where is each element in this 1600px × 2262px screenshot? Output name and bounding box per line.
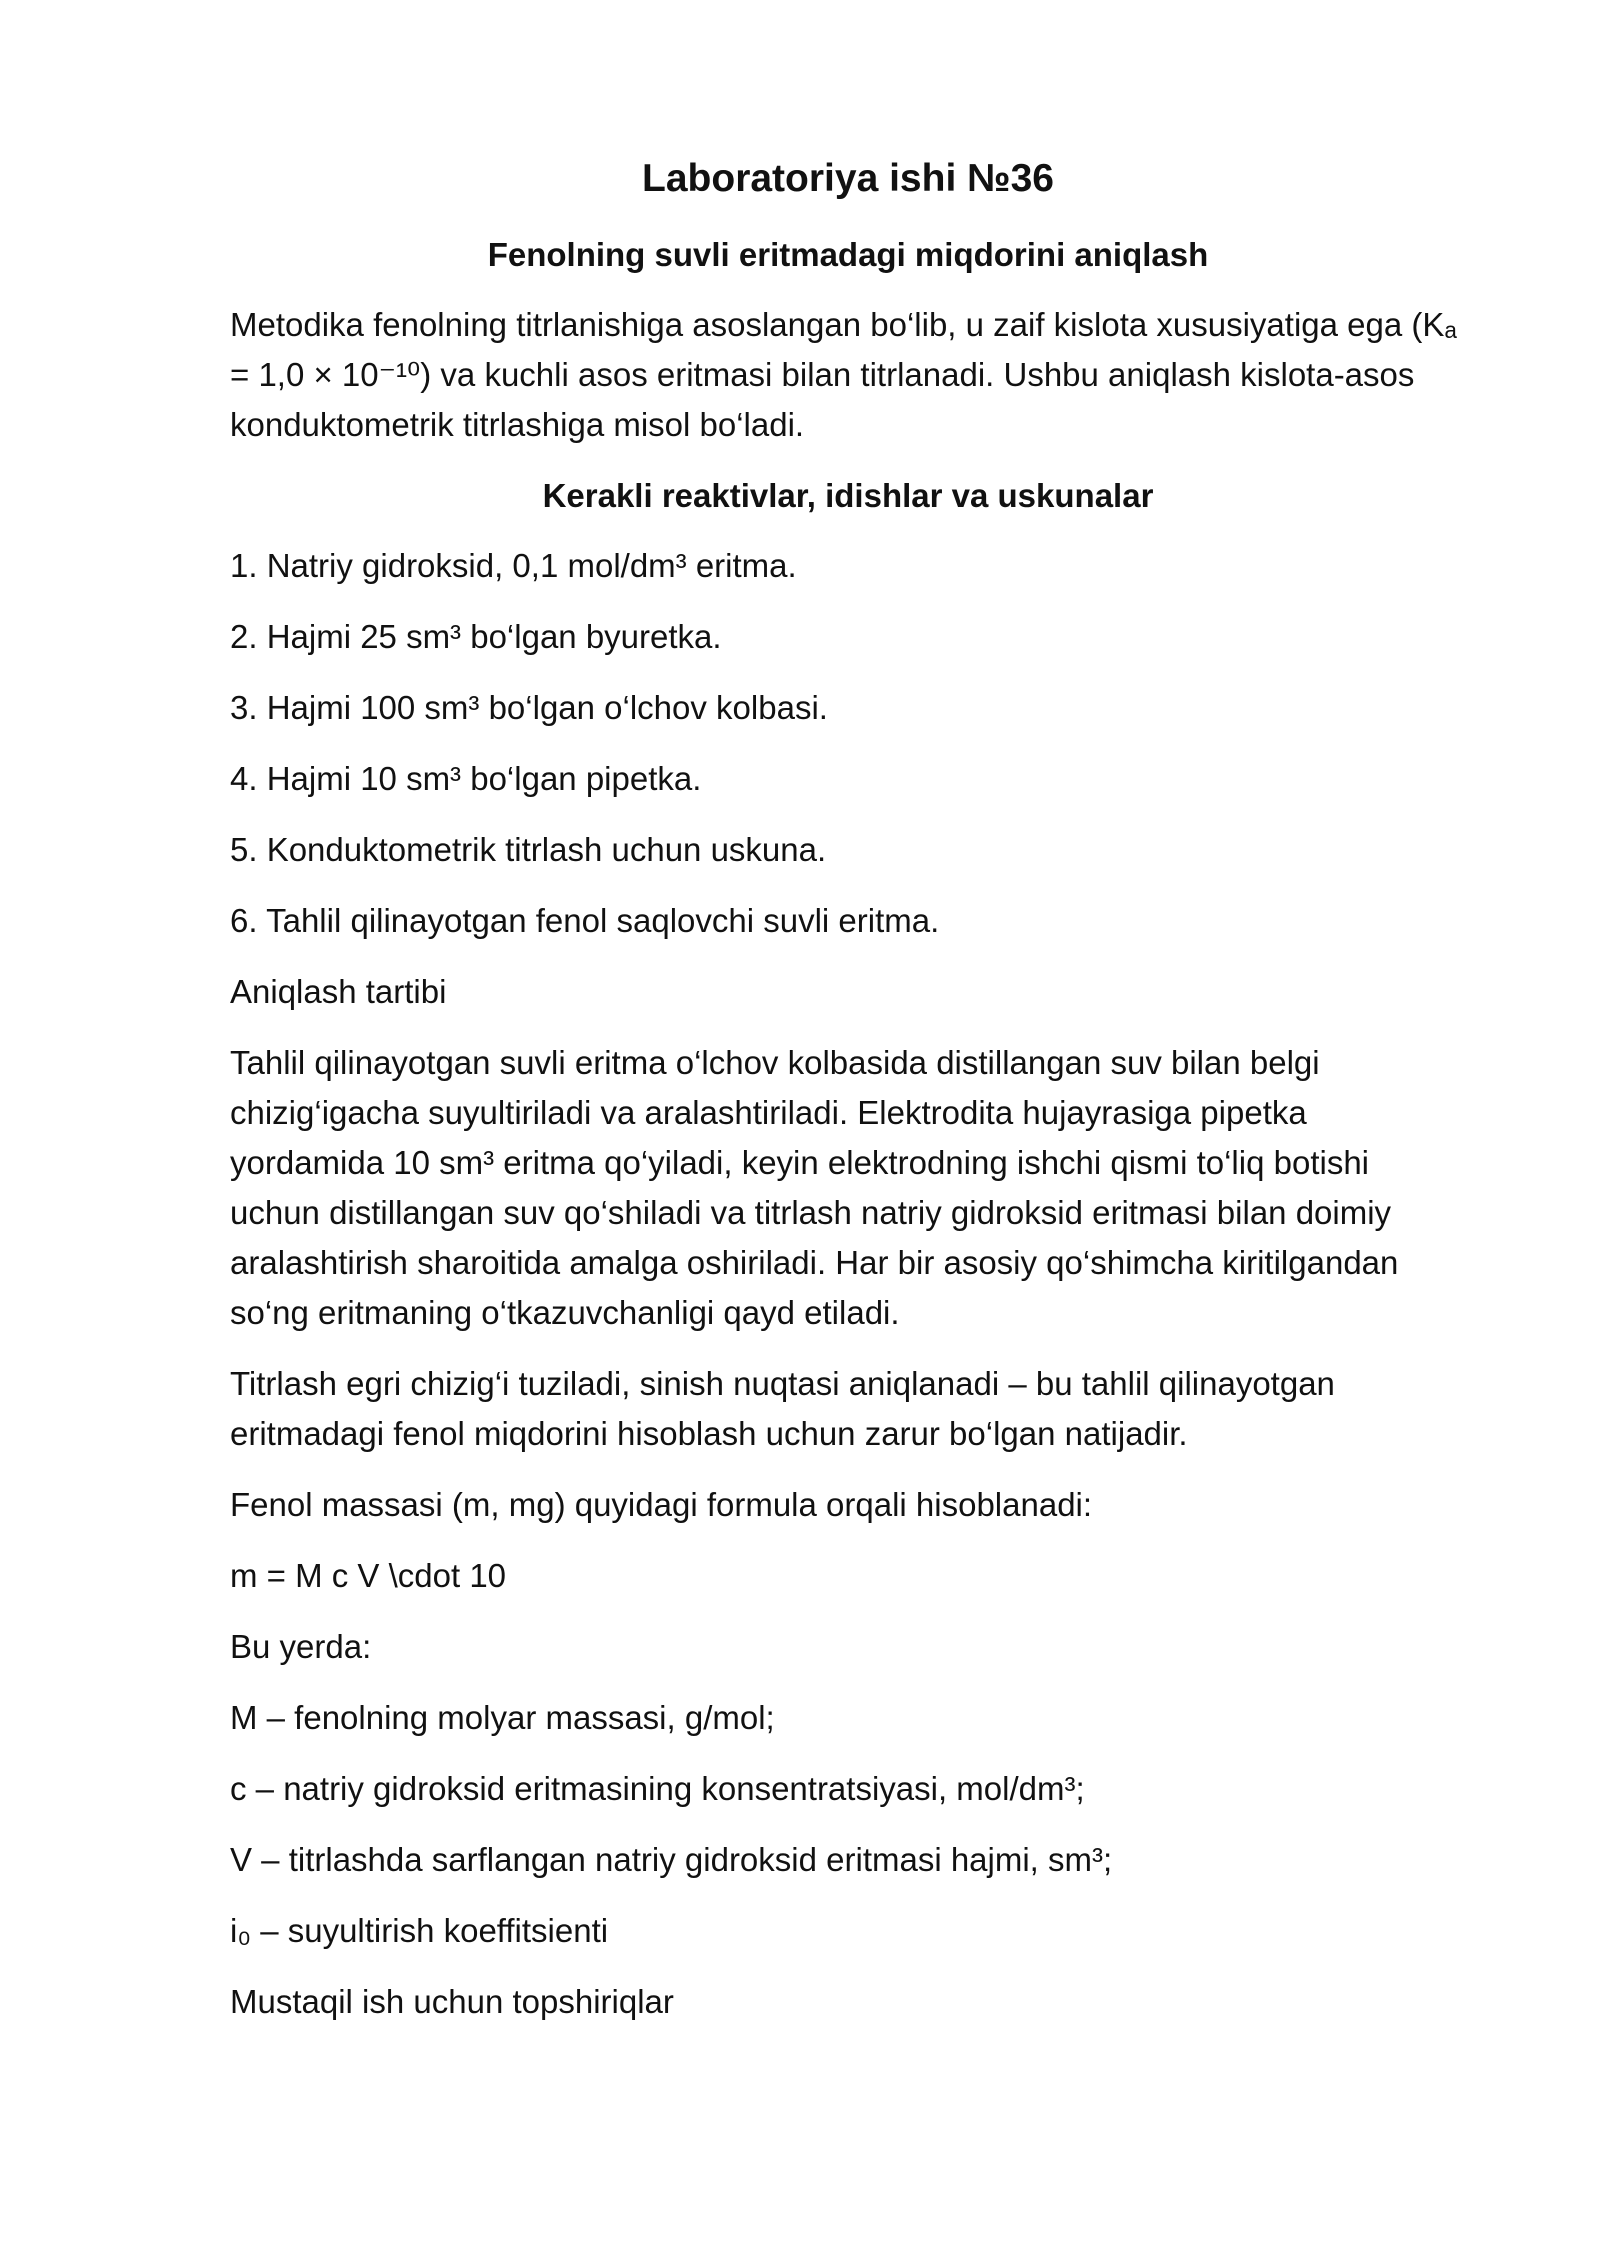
tasks-heading: Mustaqil ish uchun topshiriqlar <box>230 1983 674 2020</box>
document-subtitle: Fenolning suvli eritmadagi miqdorini aniqlash <box>487 236 1209 273</box>
formula-intro: Fenol massasi (m, mg) quyidagi formula orqali hisoblanadi: <box>230 1486 1093 1523</box>
list-item: c – natriy gidroksid eritmasining konsentratsiyasi, mol/dm³; <box>230 1770 1085 1807</box>
formula: m = M c V \cdot 10 <box>230 1557 507 1594</box>
procedure-paragraph-1: Tahlil qilinayotgan suvli eritma o‘lchov kolbasida distillangan suv bilan belgi chizig‘igacha suyultiriladi va aralashtiriladi. Elektrodita hujayrasiga pipetka yordamida 10 sm³ eritma qo‘yiladi, keyin elektrodning ishchi qismi to‘liq botishi uchun distillangan suv qo‘shiladi va titrlash natriy gidroksid eritmasi bilan doimiy aralashtirish sharoitida amalga oshiriladi. Har bir asosiy qo‘shimcha kiritilgandan so‘ng eritmaning o‘tkazuvchanligi qayd etiladi. <box>230 1044 1399 1331</box>
list-item: 6. Tahlil qilinayotgan fenol saqlovchi suvli eritma. <box>230 902 940 939</box>
procedure-heading: Aniqlash tartibi <box>230 973 447 1010</box>
intro-paragraph: Metodika fenolning titrlanishiga asoslangan bo‘lib, u zaif kislota xususiyatiga ega (Kₐ = 1,0 × 10⁻¹⁰) va kuchli asos eritmasi bilan titrlanadi. Ushbu aniqlash kislota-asos konduktometrik titrlashiga misol bo‘ladi. <box>230 306 1457 443</box>
list-item: 2. Hajmi 25 sm³ bo‘lgan byuretka. <box>230 618 722 655</box>
list-item: 1. Natriy gidroksid, 0,1 mol/dm³ eritma. <box>230 547 797 584</box>
list-item: i₀ – suyultirish koeffitsienti <box>230 1912 609 1949</box>
list-item: 5. Konduktometrik titrlash uchun uskuna. <box>230 831 827 868</box>
where-label: Bu yerda: <box>230 1628 372 1665</box>
procedure-paragraph-2: Titrlash egri chizig‘i tuziladi, sinish nuqtasi aniqlanadi – bu tahlil qilinayotgan eritmadagi fenol miqdorini hisoblash uchun zarur bo‘lgan natijadir. <box>230 1365 1335 1452</box>
document-page <box>230 150 1466 2048</box>
list-item: M – fenolning molyar massasi, g/mol; <box>230 1699 775 1736</box>
list-item: 4. Hajmi 10 sm³ bo‘lgan pipetka. <box>230 760 702 797</box>
reagents-list <box>230 541 1466 946</box>
variables-list <box>230 1693 1466 1956</box>
document-title: Laboratoriya ishi №36 <box>642 157 1054 200</box>
list-item: V – titrlashda sarflangan natriy gidroksid eritmasi hajmi, sm³; <box>230 1841 1113 1878</box>
list-item: 3. Hajmi 100 sm³ bo‘lgan o‘lchov kolbasi. <box>230 689 828 726</box>
reagents-heading: Kerakli reaktivlar, idishlar va uskunalar <box>542 477 1154 514</box>
